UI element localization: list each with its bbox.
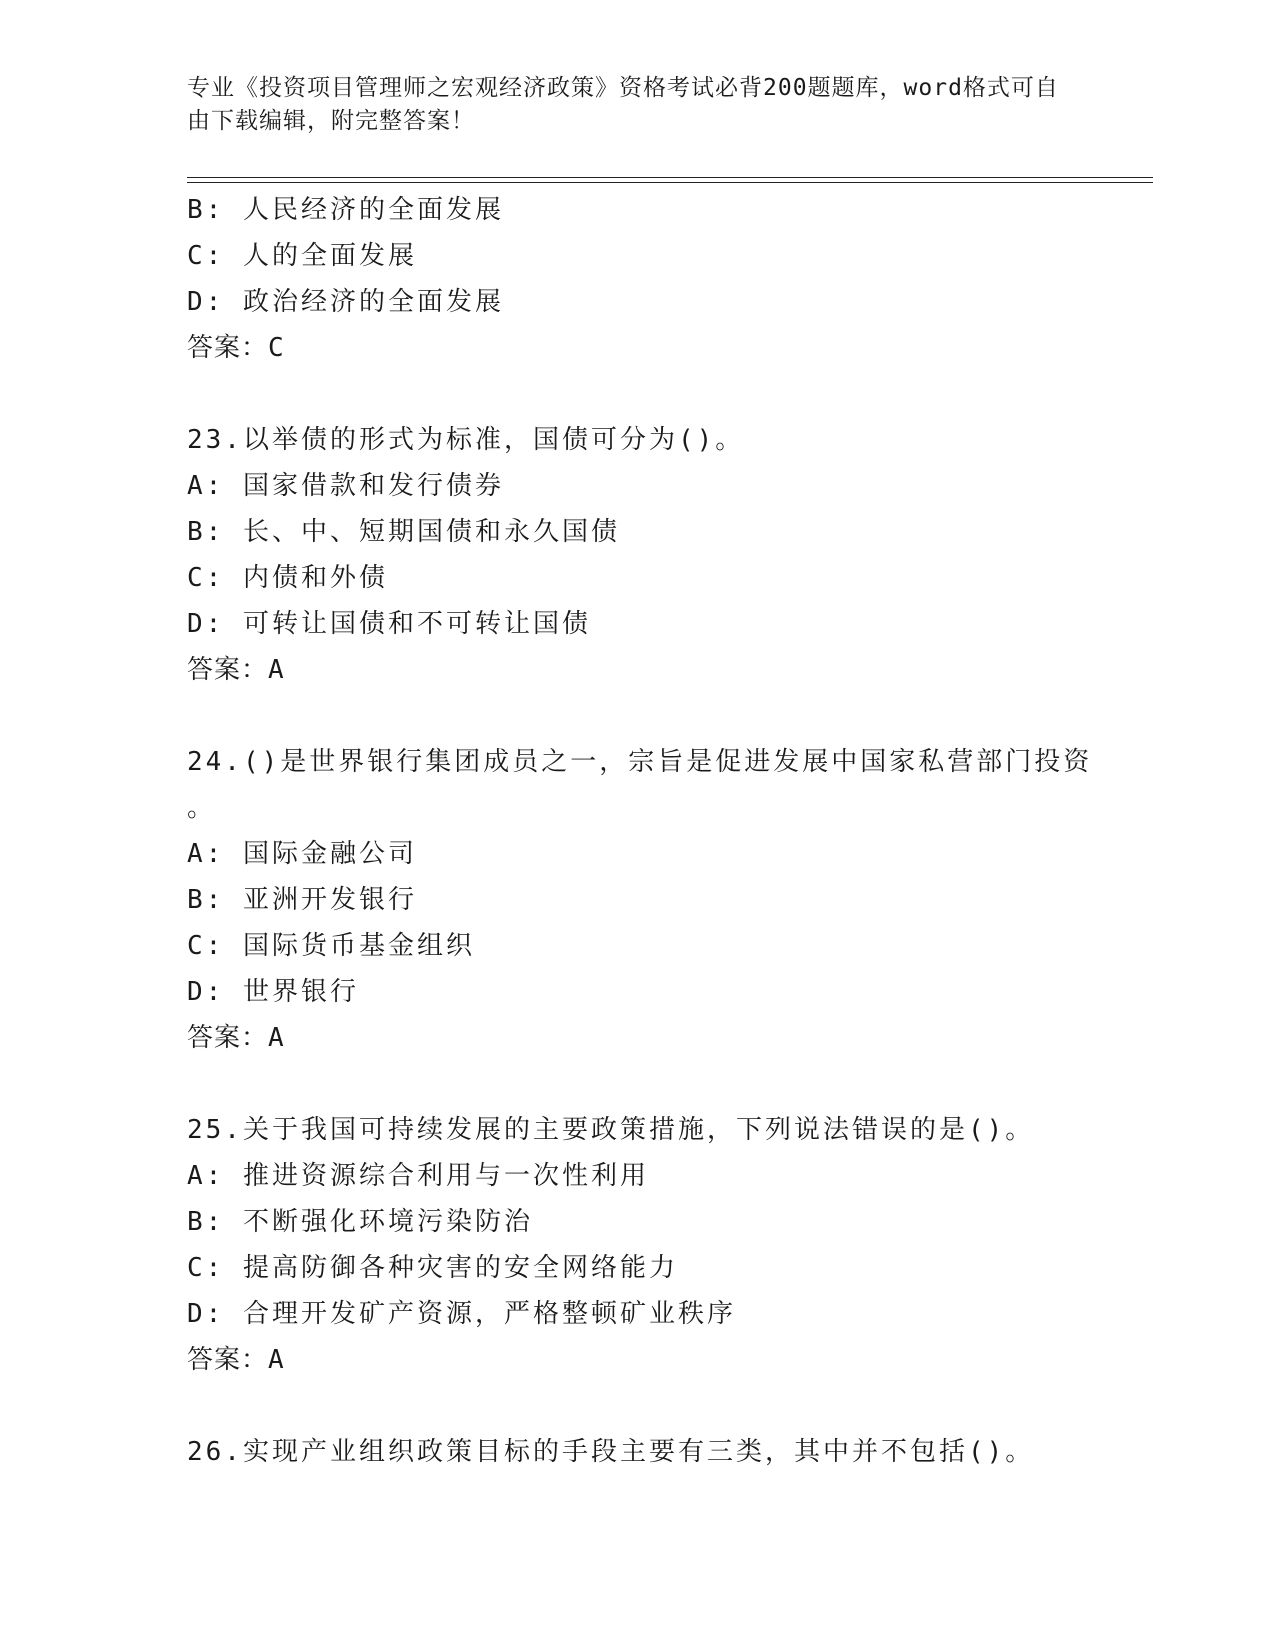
question-block-24 [187, 739, 1093, 1061]
header-rule-bottom [187, 182, 1153, 183]
option-b: B: 亚洲开发银行 [187, 885, 417, 915]
question-block-26 [187, 1429, 1087, 1475]
question-text-continued: 。 [187, 793, 217, 823]
question-text: 24.()是世界银行集团成员之一，宗旨是促进发展中国家私营部门投资 [187, 747, 1093, 777]
option-c: C: 内债和外债 [187, 563, 388, 593]
option-d: D: 世界银行 [187, 977, 359, 1007]
answer-label: 答案：A [187, 655, 285, 685]
option-a: A: 推进资源综合利用与一次性利用 [187, 1161, 649, 1191]
question-list [187, 187, 1093, 1475]
option-b: B: 人民经济的全面发展 [187, 195, 504, 225]
answer-label: 答案：A [187, 1023, 285, 1053]
option-b: B: 不断强化环境污染防治 [187, 1207, 533, 1237]
question-block-25 [187, 1107, 1087, 1383]
question-block-23 [187, 417, 1087, 693]
option-c: C: 国际货币基金组织 [187, 931, 475, 961]
option-a: A: 国家借款和发行债券 [187, 471, 504, 501]
option-d: D: 可转让国债和不可转让国债 [187, 609, 591, 639]
answer-label: 答案：C [187, 333, 285, 363]
option-b: B: 长、中、短期国债和永久国债 [187, 517, 620, 547]
document-header: 专业《投资项目管理师之宏观经济政策》资格考试必背200题题库，word格式可自由下载编辑，附完整答案！ [187, 75, 1059, 134]
question-text: 26.实现产业组织政策目标的手段主要有三类，其中并不包括()。 [187, 1437, 1035, 1467]
header-rule-top [187, 177, 1153, 178]
option-c: C: 人的全面发展 [187, 241, 417, 271]
option-c: C: 提高防御各种灾害的安全网络能力 [187, 1253, 678, 1283]
option-d: D: 合理开发矿产资源，严格整顿矿业秩序 [187, 1299, 736, 1329]
answer-label: 答案：A [187, 1345, 285, 1375]
question-text: 23.以举债的形式为标准，国债可分为()。 [187, 425, 745, 455]
option-d: D: 政治经济的全面发展 [187, 287, 504, 317]
option-a: A: 国际金融公司 [187, 839, 417, 869]
question-text: 25.关于我国可持续发展的主要政策措施，下列说法错误的是()。 [187, 1115, 1035, 1145]
question-block-22 [187, 187, 1087, 371]
